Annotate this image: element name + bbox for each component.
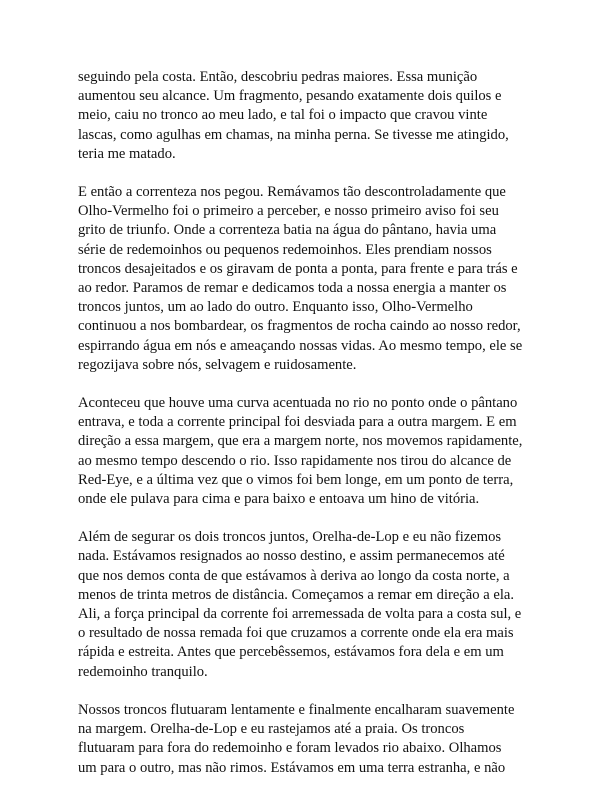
text-line: regozijava sobre nós, selvagem e ruidosamente. [78,356,357,373]
text-line: ao redor. Paramos de remar e dedicamos toda a nossa energia a manter os [78,280,507,297]
text-line: flutuaram para fora do redemoinho e foram levados rio abaixo. Olhamos [78,740,502,757]
text-line: E então a correnteza nos pegou. Remávamos tão descontroladamente que [78,184,506,201]
text-line: Ali, a força principal da corrente foi arremessada de volta para a costa sul, e [78,606,522,623]
text-line: menos de trinta metros de distância. Começamos a remar em direção a ela. [78,586,515,603]
text-line: continuou a nos bombardear, os fragmentos de rocha caindo ao nosso redor, [78,318,521,335]
text-line: meio, caiu no tronco ao meu lado, e tal foi o impacto que cravou vinte [78,107,488,124]
text-line: que nos demos conta de que estávamos à deriva ao longo da costa norte, a [78,567,510,584]
text-line: troncos juntos, um ao lado do outro. Enquanto isso, Olho-Vermelho [78,299,473,316]
text-line: direção a essa margem, que era a margem norte, nos movemos rapidamente, [78,433,523,450]
text-line: aumentou seu alcance. Um fragmento, pesando exatamente dois quilos e [78,88,502,105]
text-line: teria me matado. [78,145,176,162]
text-line: rápida e estreita. Antes que percebêssemos, estávamos fora dela e em um [78,644,504,661]
text-line: série de redemoinhos ou pequenos redemoinhos. Eles prendiam nossos [78,241,492,258]
text-line: espirrando água em nós e ameaçando nossas vidas. Ao mesmo tempo, ele se [78,337,523,354]
text-line: lascas, como agulhas em chamas, na minha perna. Se tivesse me atingido, [78,126,509,143]
paragraph-2 [78,183,528,375]
paragraph-3 [78,394,528,509]
text-line: seguindo pela costa. Então, descobriu pedras maiores. Essa munição [78,69,478,85]
text-line: Red-Eye, e a última vez que o vimos foi bem longe, em um ponto de terra, [78,471,514,488]
text-line: nada. Estávamos resignados ao nosso destino, e assim permanecemos até [78,548,505,565]
paragraph-4 [78,528,528,682]
text-line: redemoinho tranquilo. [78,663,208,680]
paragraph-5 [78,701,528,778]
document-page [78,68,528,797]
paragraph-1 [78,68,528,164]
text-line: na margem. Orelha-de-Lop e eu rastejamos até a praia. Os troncos [78,721,465,738]
text-line: grito de triunfo. Onde a correnteza batia na água do pântano, havia uma [78,222,497,239]
text-line: um para o outro, mas não rimos. Estávamos em uma terra estranha, e não [78,759,506,776]
text-line: Olho-Vermelho foi o primeiro a perceber, e nosso primeiro aviso foi seu [78,203,499,220]
text-line: o resultado de nossa remada foi que cruzamos a corrente onde ela era mais [78,625,514,642]
text-line: troncos desajeitados e os giravam de ponta a ponta, para frente e para trás e [78,260,518,277]
text-line: Aconteceu que houve uma curva acentuada no rio no ponto onde o pântano [78,395,518,412]
text-line: ao mesmo tempo descendo o rio. Isso rapidamente nos tirou do alcance de [78,452,512,469]
text-line: onde ele pulava para cima e para baixo e entoava um hino de vitória. [78,491,480,508]
text-line: entrava, e toda a corrente principal foi desviada para a outra margem. E em [78,414,517,431]
text-line: Além de segurar os dois troncos juntos, Orelha-de-Lop e eu não fizemos [78,529,502,546]
text-line: Nossos troncos flutuaram lentamente e finalmente encalharam suavemente [78,701,515,718]
